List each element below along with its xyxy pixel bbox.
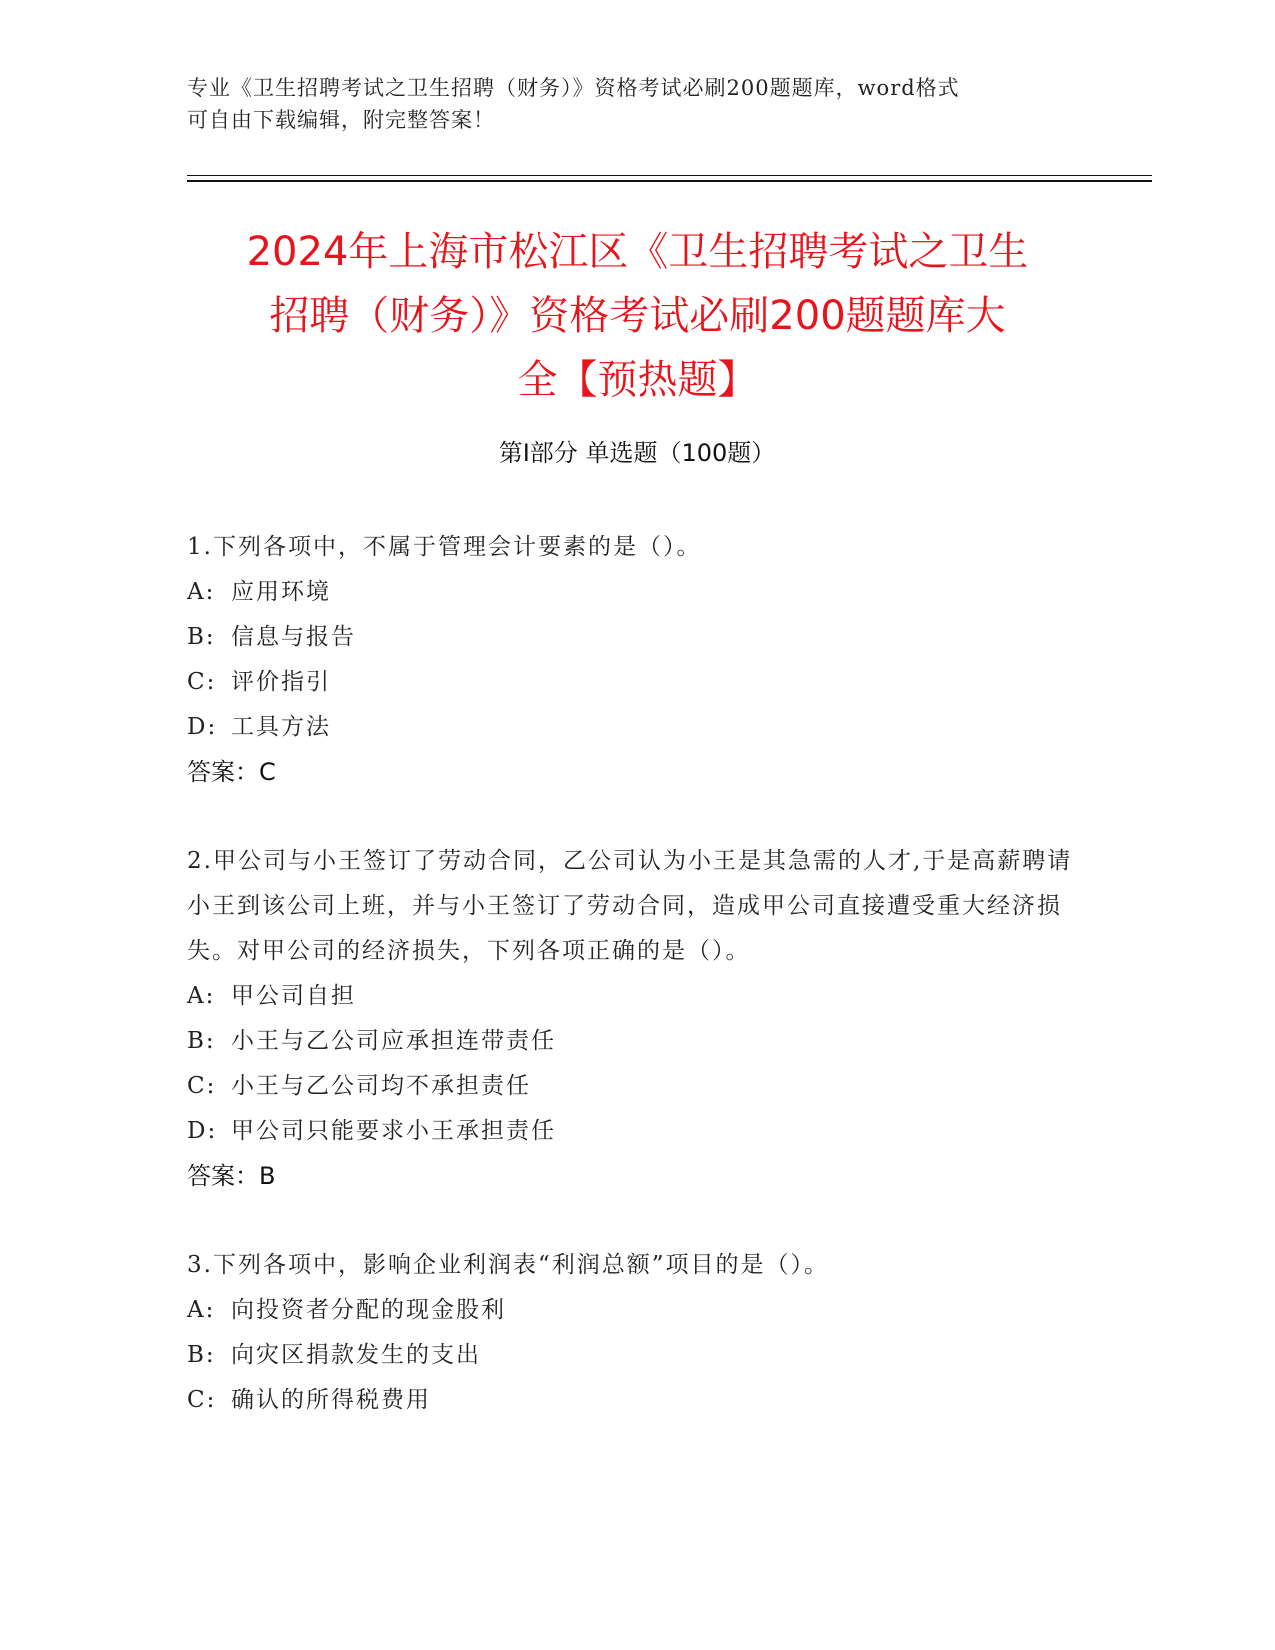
option-c [187, 1064, 1087, 1109]
option-text: 工具方法 [231, 714, 331, 740]
question-stem: 1.下列各项中，不属于管理会计要素的是（）。 [187, 534, 702, 560]
question-3 [187, 1243, 1087, 1423]
option-key: D: [187, 1118, 218, 1144]
answer: 答案：B [187, 1162, 276, 1190]
header-note-line-1: 专业《卫生招聘考试之卫生招聘（财务）》资格考试必刷200题题库，word格式 [187, 76, 960, 100]
section-title: 第Ⅰ部分 单选题（100题） [498, 439, 776, 467]
option-key: D: [187, 714, 218, 740]
option-c [187, 1378, 1087, 1423]
option-key: B: [187, 1028, 216, 1054]
question-stem: 2.甲公司与小王签订了劳动合同，乙公司认为小王是其急需的人才,于是高薪聘请小王到该公司上班，并与小王签订了劳动合同，造成甲公司直接遭受重大经济损失。对甲公司的经济损失，下列各项正确的是（）。 [187, 848, 1073, 964]
option-text: 信息与报告 [231, 624, 356, 650]
answer: 答案：C [187, 758, 276, 786]
header-note-line-2: 可自由下载编辑，附完整答案！ [187, 108, 495, 132]
header-divider-thick [187, 180, 1152, 182]
option-b [187, 1019, 1087, 1064]
option-text: 评价指引 [231, 669, 331, 695]
question-1 [187, 525, 1087, 795]
option-key: A: [187, 983, 216, 1009]
option-key: C: [187, 1387, 217, 1413]
document-title [180, 220, 1095, 412]
option-key: B: [187, 1342, 216, 1368]
option-d [187, 705, 1087, 750]
header-divider-thin [187, 175, 1152, 176]
option-a [187, 570, 1087, 615]
option-text: 向投资者分配的现金股利 [231, 1297, 506, 1323]
option-text: 向灾区捐款发生的支出 [231, 1342, 481, 1368]
option-key: A: [187, 579, 216, 605]
option-text: 小王与乙公司均不承担责任 [231, 1073, 531, 1099]
question-list [187, 525, 1087, 1467]
option-text: 确认的所得税费用 [231, 1387, 431, 1413]
option-a [187, 974, 1087, 1019]
option-text: 小王与乙公司应承担连带责任 [231, 1028, 556, 1054]
option-key: C: [187, 1073, 217, 1099]
document-title-line-1: 2024年上海市松江区《卫生招聘考试之卫生 [246, 229, 1029, 275]
document-title-line-2: 招聘（财务）》资格考试必刷200题题库大 [269, 293, 1006, 339]
document-title-line-3: 全【预热题】 [517, 357, 758, 403]
header-note [187, 72, 1067, 136]
option-c [187, 660, 1087, 705]
option-text: 甲公司只能要求小王承担责任 [231, 1118, 556, 1144]
option-d [187, 1109, 1087, 1154]
option-a [187, 1288, 1087, 1333]
question-2 [187, 839, 1087, 1199]
option-text: 应用环境 [231, 579, 331, 605]
option-key: C: [187, 669, 217, 695]
option-text: 甲公司自担 [231, 983, 356, 1009]
option-b [187, 1333, 1087, 1378]
option-key: A: [187, 1297, 216, 1323]
option-b [187, 615, 1087, 660]
option-key: B: [187, 624, 216, 650]
question-stem: 3.下列各项中，影响企业利润表“利润总额”项目的是（）。 [187, 1252, 829, 1278]
